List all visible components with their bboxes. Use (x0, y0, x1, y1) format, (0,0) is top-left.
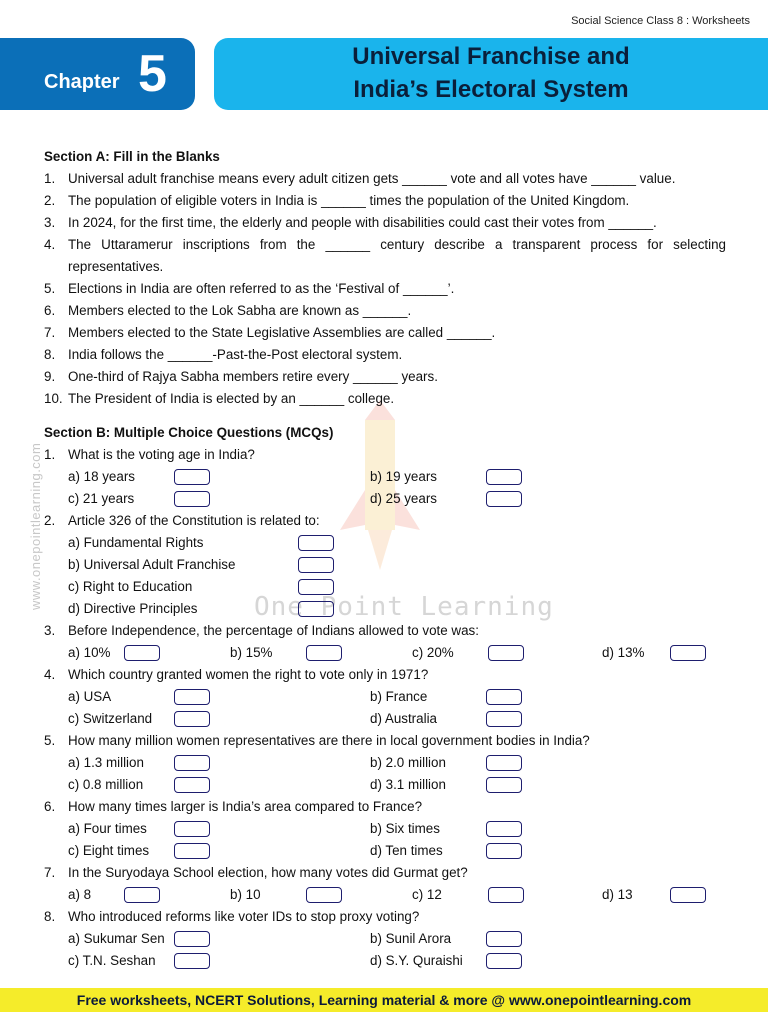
question-text: Who introduced reforms like voter IDs to stop proxy voting? (68, 909, 420, 924)
item-number: 5. (44, 281, 56, 296)
option-label: a) USA (68, 689, 112, 704)
option-row (44, 554, 726, 576)
answer-box[interactable] (486, 755, 522, 771)
item-text: Elections in India are often referred to as the ‘Festival of ______’. (68, 281, 455, 296)
option-label: a) 1.3 million (68, 755, 144, 770)
answer-box[interactable] (488, 887, 524, 903)
option-row (44, 840, 726, 862)
option-label: b) 19 years (370, 469, 437, 484)
answer-box[interactable] (174, 689, 210, 705)
mcq-question (44, 510, 726, 532)
question-number: 4. (44, 667, 56, 682)
option-label: d) S.Y. Quraishi (370, 953, 463, 968)
section-b-list (44, 444, 726, 972)
fill-blank-item (44, 388, 726, 410)
option-row (44, 884, 726, 906)
option-label: b) 15% (230, 645, 273, 660)
answer-box[interactable] (298, 557, 334, 573)
answer-box[interactable] (174, 491, 210, 507)
option-row (44, 488, 726, 510)
option-label: b) Sunil Arora (370, 931, 452, 946)
answer-box[interactable] (306, 887, 342, 903)
question-number: 8. (44, 909, 56, 924)
mcq-question (44, 796, 726, 818)
chapter-title-line-1: Universal Franchise and (352, 43, 630, 70)
fill-blank-item (44, 234, 726, 256)
option-label: b) 10 (230, 887, 261, 902)
fill-blank-item (44, 366, 726, 388)
answer-box[interactable] (486, 843, 522, 859)
option-label: d) Directive Principles (68, 601, 198, 616)
option-label: d) Australia (370, 711, 437, 726)
option-label: d) 25 years (370, 491, 437, 506)
question-number: 7. (44, 865, 56, 880)
fill-blank-item (44, 278, 726, 300)
answer-box[interactable] (486, 689, 522, 705)
answer-box[interactable] (486, 821, 522, 837)
item-text: The population of eligible voters in India is ______ times the population of the United Kingdom. (68, 193, 630, 208)
chapter-title-banner (214, 38, 768, 110)
item-number: 2. (44, 193, 56, 208)
chapter-title-line-2: India’s Electoral System (353, 76, 629, 103)
section-a-list (44, 168, 726, 410)
option-label: b) Universal Adult Franchise (68, 557, 236, 572)
option-label: a) Four times (68, 821, 147, 836)
answer-box[interactable] (298, 535, 334, 551)
fill-blank-item (44, 190, 726, 212)
item-number: 9. (44, 369, 56, 384)
answer-box[interactable] (488, 645, 524, 661)
answer-box[interactable] (486, 491, 522, 507)
chapter-number: 5 (138, 45, 167, 103)
question-number: 6. (44, 799, 56, 814)
answer-box[interactable] (298, 601, 334, 617)
mcq-question (44, 906, 726, 928)
question-text: Article 326 of the Constitution is related to: (68, 513, 320, 528)
option-label: b) France (370, 689, 428, 704)
option-label: c) T.N. Seshan (68, 953, 156, 968)
footer-banner: Free worksheets, NCERT Solutions, Learning material & more @ www.onepointlearning.com (0, 988, 768, 1012)
answer-box[interactable] (486, 931, 522, 947)
answer-box[interactable] (670, 645, 706, 661)
answer-box[interactable] (174, 821, 210, 837)
question-number: 3. (44, 623, 56, 638)
section-b-heading: Section B: Multiple Choice Questions (MCQs) (44, 425, 334, 440)
option-row (44, 598, 726, 620)
mcq-question (44, 862, 726, 884)
option-label: a) 18 years (68, 469, 135, 484)
option-label: a) 8 (68, 887, 92, 902)
section-a-heading: Section A: Fill in the Blanks (44, 149, 220, 164)
fill-blank-item (44, 168, 726, 190)
item-text: India follows the ______-Past-the-Post electoral system. (68, 347, 403, 362)
option-label: d) 13% (602, 645, 645, 660)
option-row (44, 466, 726, 488)
answer-box[interactable] (124, 887, 160, 903)
option-row (44, 576, 726, 598)
answer-box[interactable] (298, 579, 334, 595)
answer-box[interactable] (670, 887, 706, 903)
option-label: b) 2.0 million (370, 755, 446, 770)
question-text: How many million women representatives are there in local government bodies in India? (68, 733, 590, 748)
answer-box[interactable] (174, 469, 210, 485)
item-text: Members elected to the Lok Sabha are known as ______. (68, 303, 412, 318)
option-label: b) Six times (370, 821, 440, 836)
option-label: a) Fundamental Rights (68, 535, 204, 550)
item-number: 8. (44, 347, 56, 362)
item-number: 3. (44, 215, 56, 230)
answer-box[interactable] (486, 777, 522, 793)
answer-box[interactable] (486, 953, 522, 969)
option-row (44, 532, 726, 554)
question-number: 2. (44, 513, 56, 528)
item-number: 10. (44, 391, 63, 406)
mcq-question (44, 444, 726, 466)
option-row (44, 950, 726, 972)
center-watermark-text: One Point Learning (254, 592, 554, 622)
option-label: c) Eight times (68, 843, 150, 858)
question-text: What is the voting age in India? (68, 447, 255, 462)
chapter-badge (0, 38, 195, 110)
option-label: d) 13 (602, 887, 633, 902)
option-row (44, 774, 726, 796)
item-text: One-third of Rajya Sabha members retire every ______ years. (68, 369, 438, 384)
option-label: d) 3.1 million (370, 777, 446, 792)
option-row (44, 642, 726, 664)
question-number: 1. (44, 447, 56, 462)
fill-blank-item (44, 322, 726, 344)
item-number: 7. (44, 325, 56, 340)
option-label: c) 21 years (68, 491, 135, 506)
mcq-question (44, 620, 726, 642)
option-label: c) 0.8 million (68, 777, 144, 792)
answer-box[interactable] (124, 645, 160, 661)
answer-box[interactable] (174, 777, 210, 793)
answer-box[interactable] (174, 755, 210, 771)
option-label: a) 10% (68, 645, 111, 660)
option-row (44, 818, 726, 840)
option-row (44, 752, 726, 774)
question-text: How many times larger is India’s area compared to France? (68, 799, 423, 814)
fill-blank-item (44, 344, 726, 366)
item-text: Members elected to the State Legislative Assemblies are called ______. (68, 325, 496, 340)
fill-blank-item-continuation (44, 256, 726, 278)
side-watermark: www.onepointlearning.com (28, 442, 43, 610)
option-label: d) Ten times (370, 843, 443, 858)
fill-blank-item (44, 212, 726, 234)
option-row (44, 708, 726, 730)
answer-box[interactable] (174, 953, 210, 969)
item-number: 4. (44, 237, 56, 252)
answer-box[interactable] (174, 711, 210, 727)
item-number: 6. (44, 303, 56, 318)
chapter-word: Chapter (44, 71, 120, 93)
item-number: 1. (44, 171, 56, 186)
answer-box[interactable] (306, 645, 342, 661)
answer-box[interactable] (174, 843, 210, 859)
worksheet-label: Social Science Class 8 : Worksheets (571, 15, 750, 27)
option-row (44, 686, 726, 708)
question-number: 5. (44, 733, 56, 748)
question-text: Which country granted women the right to vote only in 1971? (68, 667, 429, 682)
mcq-question (44, 664, 726, 686)
worksheet-body (44, 146, 726, 972)
answer-box[interactable] (174, 931, 210, 947)
item-text-continued: representatives. (68, 259, 164, 274)
option-row (44, 928, 726, 950)
fill-blank-item (44, 300, 726, 322)
question-text: Before Independence, the percentage of Indians allowed to vote was: (68, 623, 479, 638)
answer-box[interactable] (486, 469, 522, 485)
item-text: In 2024, for the first time, the elderly and people with disabilities could cast their votes from ______. (68, 215, 657, 230)
option-label: c) Right to Education (68, 579, 193, 594)
option-label: a) Sukumar Sen (68, 931, 165, 946)
item-text: The President of India is elected by an ______ college. (68, 391, 395, 406)
answer-box[interactable] (486, 711, 522, 727)
option-label: c) 20% (412, 645, 454, 660)
option-label: c) 12 (412, 887, 442, 902)
item-text: Universal adult franchise means every adult citizen gets ______ vote and all votes have ______ value. (68, 171, 676, 186)
question-text: In the Suryodaya School election, how many votes did Gurmat get? (68, 865, 468, 880)
option-label: c) Switzerland (68, 711, 153, 726)
mcq-question (44, 730, 726, 752)
item-text: The Uttaramerur inscriptions from the ______ century describe a transparent process for selecting (68, 237, 726, 252)
